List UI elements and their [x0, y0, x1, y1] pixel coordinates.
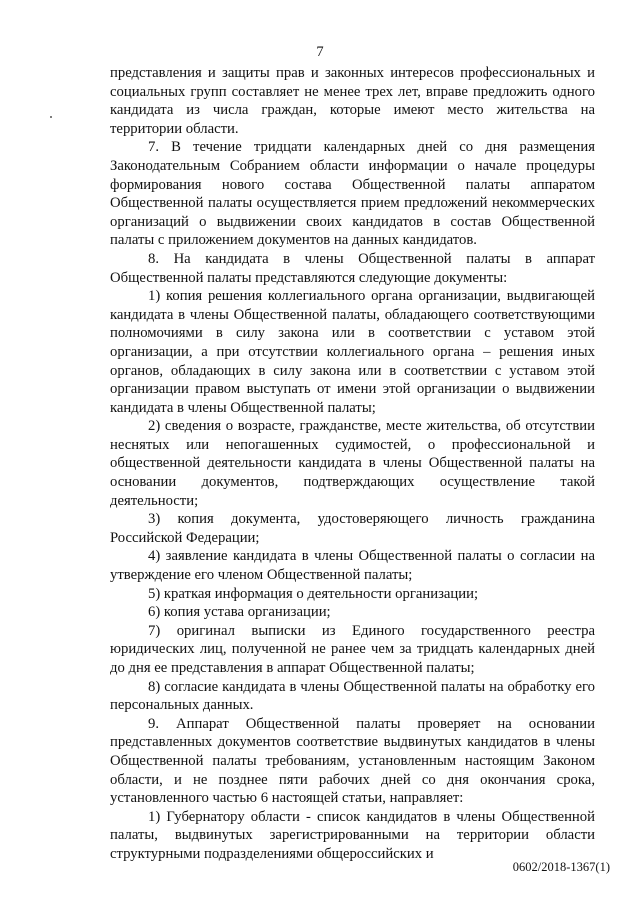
paragraph: 5) краткая информация о деятельности организации; [148, 585, 479, 602]
paragraph: 7) оригинал выписки из Единого государственного реестра юридических лиц, полученной не ранее чем за тридцать календарных дней до дня ее представления в аппарат Общественной палаты; [110, 622, 595, 676]
paragraph: 7. В течение тридцати календарных дней со дня размещения Законодательным Собранием области информации о начале процедуры формирования нового состава Общественной палаты аппаратом Общественной палаты осуществляется прием предложений некоммерческих организаций о выдвижении своих кандидатов в состав Общественной палаты с приложением документов на данных кандидатов. [110, 139, 595, 249]
scan-dot [50, 116, 52, 118]
paragraph: 8. На кандидата в члены Общественной палаты в аппарат Общественной палаты представляются следующие документы: [110, 250, 595, 286]
paragraph: 3) копия документа, удостоверяющего личность гражданина Российской Федерации; [110, 511, 595, 546]
paragraph: 2) сведения о возрасте, гражданстве, месте жительства, об отсутствии неснятых или непогашенных судимостей, о профессиональной и общественной деятельности кандидата в члены Общественной палаты на основании документов, подтверждающих осуществление такой деятельности; [110, 418, 595, 509]
paragraph: 1) копия решения коллегиального органа организации, выдвигающей кандидата в члены Общественной палаты, обладающего соответствующими полномочиями в силу закона или в соответствии с уставом этой организации, а при отсутствии коллегиального органа – решения иных органов, обладающих в силу закона или в соответствии с уставом этой организации правом выступать от имени этой организации о выдвижении кандидата в члены Общественной палаты; [110, 288, 595, 416]
paragraph: 1) Губернатору области - список кандидатов в члены Общественной палаты, выдвинутых зарегистрированными на территории области структурными подразделениями общероссийских и [110, 808, 595, 862]
paragraph: 9. Аппарат Общественной палаты проверяет на основании представленных документов соответствие выдвинутых кандидатов в члены Общественной палаты требованиям, установленным настоящим Законом области, и не позднее пяти рабочих дней со дня окончания срока, установленного частью 6 настоящей статьи, направляет: [110, 715, 595, 807]
paragraph: 8) согласие кандидата в члены Общественной палаты на обработку его персональных данных. [110, 678, 595, 714]
page-number: 7 [316, 44, 324, 60]
paragraph: 6) копия устава организации; [148, 604, 331, 621]
document-body [110, 64, 595, 864]
paragraph: 4) заявление кандидата в члены Общественной палаты о согласии на утверждение его членом Общественной палаты; [110, 548, 595, 584]
paragraph: представления и защиты прав и законных интересов профессиональных и социальных групп составляет не менее трех лет, вправе предложить одного кандидата из числа граждан, которые имеют место жительства на территории области. [110, 65, 595, 137]
document-code: 0602/2018-1367(1) [512, 860, 610, 874]
